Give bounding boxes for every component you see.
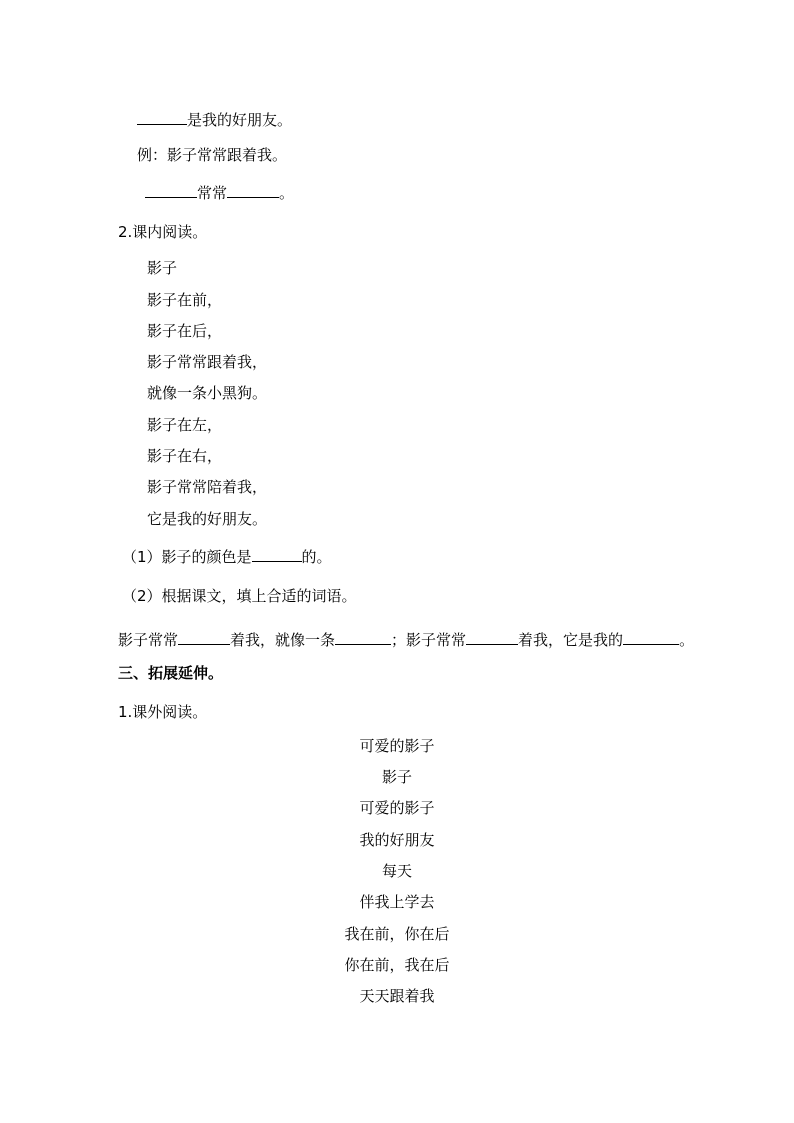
- extra-poem-line: 每天: [381, 862, 412, 880]
- extra-poem-line: 伴我上学去: [359, 893, 435, 911]
- poem-line: 影子: [147, 259, 178, 277]
- subquestion-text: （1）影子的颜色是: [122, 548, 252, 566]
- sentence-text: 。: [279, 184, 295, 202]
- answer-blank[interactable]: [252, 545, 302, 562]
- poem-line: 就像一条小黑狗。: [147, 384, 268, 402]
- poem-line: 影子在左，: [147, 416, 223, 434]
- fill-text: 。: [679, 631, 695, 649]
- example-line: [137, 145, 287, 165]
- subquestion-2: （2）根据课文，填上合适的词语。: [122, 587, 357, 605]
- poem-line: 影子常常跟着我，: [147, 353, 268, 371]
- fill-text: 着我，它是我的: [518, 631, 624, 649]
- subquestion-text: 的。: [301, 548, 332, 566]
- example-label: 例：: [137, 146, 168, 164]
- extra-poem-line: 天天跟着我: [359, 987, 435, 1005]
- question-2-title: 2.课内阅读。: [118, 223, 208, 241]
- section-3-title: 三、拓展延伸。: [118, 664, 224, 682]
- section-3-question-1-title: 1.课外阅读。: [118, 703, 208, 721]
- answer-blank[interactable]: [137, 108, 187, 125]
- sentence-text: 常常: [197, 184, 228, 202]
- poem-line: 影子在前，: [147, 291, 223, 309]
- poem-line: 影子常常陪着我，: [147, 478, 268, 496]
- extra-poem-line: 你在前，我在后: [344, 956, 450, 974]
- poem-line: 影子在后，: [147, 322, 223, 340]
- extra-poem-line: 影子: [381, 768, 412, 786]
- poem-line: 影子在右，: [147, 447, 223, 465]
- fill-text: 着我，就像一条: [230, 631, 336, 649]
- sentence-line-3: [145, 181, 294, 201]
- fill-text: ；影子常常: [391, 631, 467, 649]
- sentence-text: 是我的好朋友。: [187, 111, 293, 129]
- extra-poem-line: 可爱的影子: [359, 799, 435, 817]
- answer-blank[interactable]: [466, 628, 518, 645]
- poem-line: 它是我的好朋友。: [147, 510, 268, 528]
- fill-text: 影子常常: [118, 631, 179, 649]
- sentence-line-1: [137, 108, 292, 128]
- example-sentence: 影子常常跟着我。: [167, 146, 288, 164]
- extra-poem-line: 我的好朋友: [359, 831, 435, 849]
- extra-poem-title: 可爱的影子: [359, 737, 435, 755]
- answer-blank[interactable]: [145, 181, 197, 198]
- extra-poem-line: 我在前，你在后: [344, 925, 450, 943]
- answer-blank[interactable]: [178, 628, 230, 645]
- answer-blank[interactable]: [335, 628, 391, 645]
- answer-blank[interactable]: [623, 628, 679, 645]
- subquestion-1: [122, 545, 332, 565]
- fill-in-sentence: [118, 628, 694, 648]
- answer-blank[interactable]: [227, 181, 279, 198]
